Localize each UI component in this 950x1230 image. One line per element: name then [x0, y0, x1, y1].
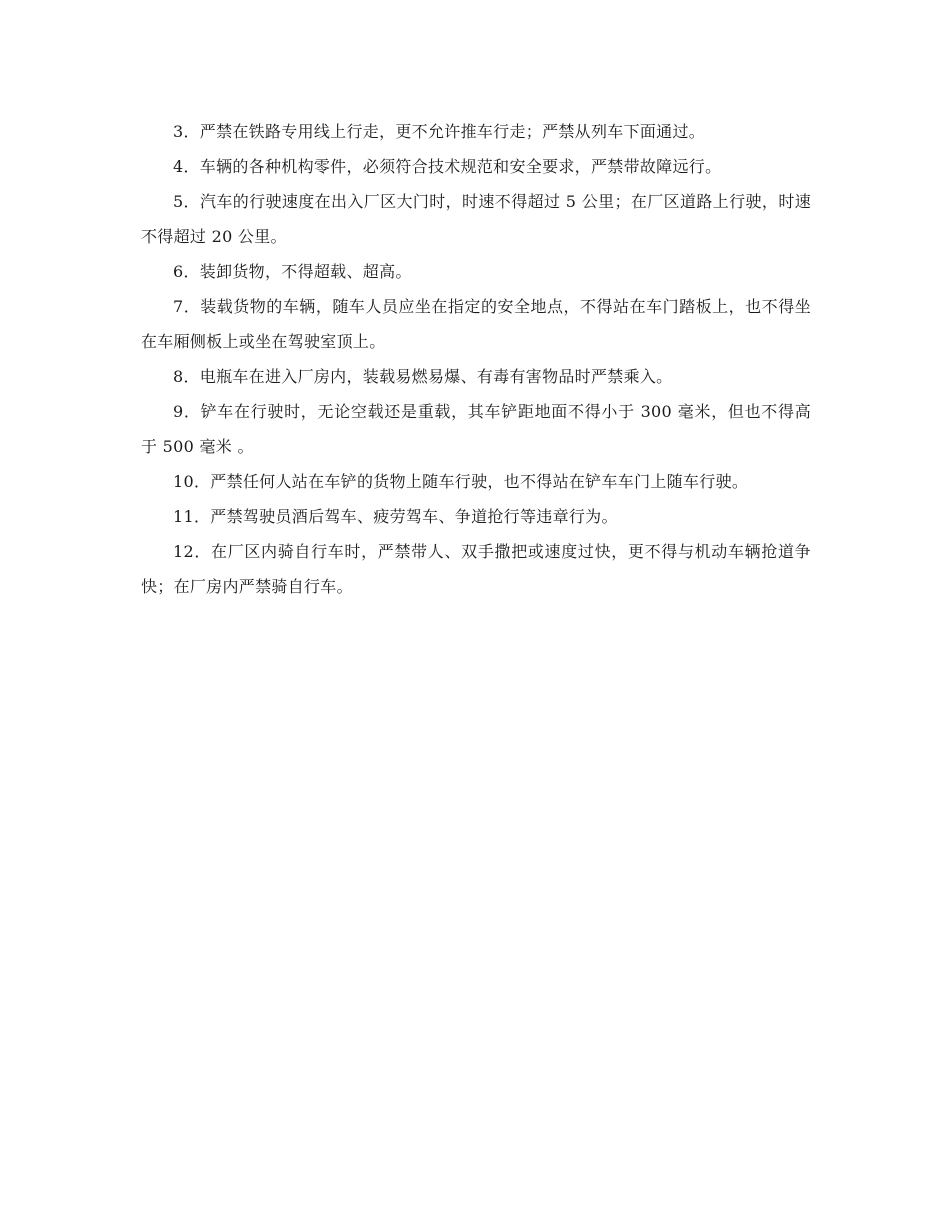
paragraph-text: 装卸货物，不得超载、超高。	[199, 262, 412, 281]
paragraph-text: 电瓶车在进入厂房内，装载易燃易爆、有毒有害物品时严禁乘入。	[199, 367, 673, 386]
paragraph-text: 装载货物的车辆，随车人员应坐在指定的安全地点，不得站在车门踏板上，也不得坐在车厢侧板上或坐在驾驶室顶上。	[141, 297, 812, 351]
paragraph-text: 汽车的行驶速度在出入厂区大门时，时速不得超过 5 公里；在厂区道路上行驶，时速不得超过 20 公里。	[141, 192, 811, 246]
paragraph-text: 严禁在铁路专用线上行走，更不允许推车行走；严禁从列车下面通过。	[199, 122, 706, 141]
paragraph-11	[141, 499, 811, 534]
paragraph-text: 严禁驾驶员酒后驾车、疲劳驾车、争道抢行等违章行为。	[210, 507, 618, 526]
paragraph-text: 车辆的各种机构零件，必须符合技术规范和安全要求，严禁带故障远行。	[199, 157, 722, 176]
paragraph-5	[141, 184, 811, 254]
paragraph-number: 11．	[173, 507, 211, 526]
paragraph-number: 6．	[173, 262, 200, 281]
paragraph-number: 12．	[173, 542, 212, 561]
paragraph-10	[141, 464, 811, 499]
paragraph-text: 在厂区内骑自行车时，严禁带人、双手撒把或速度过快，更不得与机动车辆抢道争快；在厂房内严禁骑自行车。	[141, 542, 811, 596]
paragraph-number: 9．	[173, 402, 201, 421]
paragraph-number: 7．	[173, 297, 201, 316]
paragraph-4	[141, 149, 811, 184]
document-body	[141, 114, 811, 604]
paragraph-number: 3．	[173, 122, 200, 141]
paragraph-7	[141, 289, 811, 359]
paragraph-text: 铲车在行驶时，无论空载还是重载，其车铲距地面不得小于 300 毫米，但也不得高于 500 毫米 。	[141, 402, 812, 456]
paragraph-number: 10．	[173, 472, 211, 491]
paragraph-number: 4．	[173, 157, 200, 176]
paragraph-6	[141, 254, 811, 289]
paragraph-3	[141, 114, 811, 149]
paragraph-9	[141, 394, 811, 464]
paragraph-8	[141, 359, 811, 394]
paragraph-number: 8．	[173, 367, 200, 386]
paragraph-number: 5．	[173, 192, 200, 211]
paragraph-12	[141, 534, 811, 604]
paragraph-text: 严禁任何人站在车铲的货物上随车行驶，也不得站在铲车车门上随车行驶。	[210, 472, 749, 491]
